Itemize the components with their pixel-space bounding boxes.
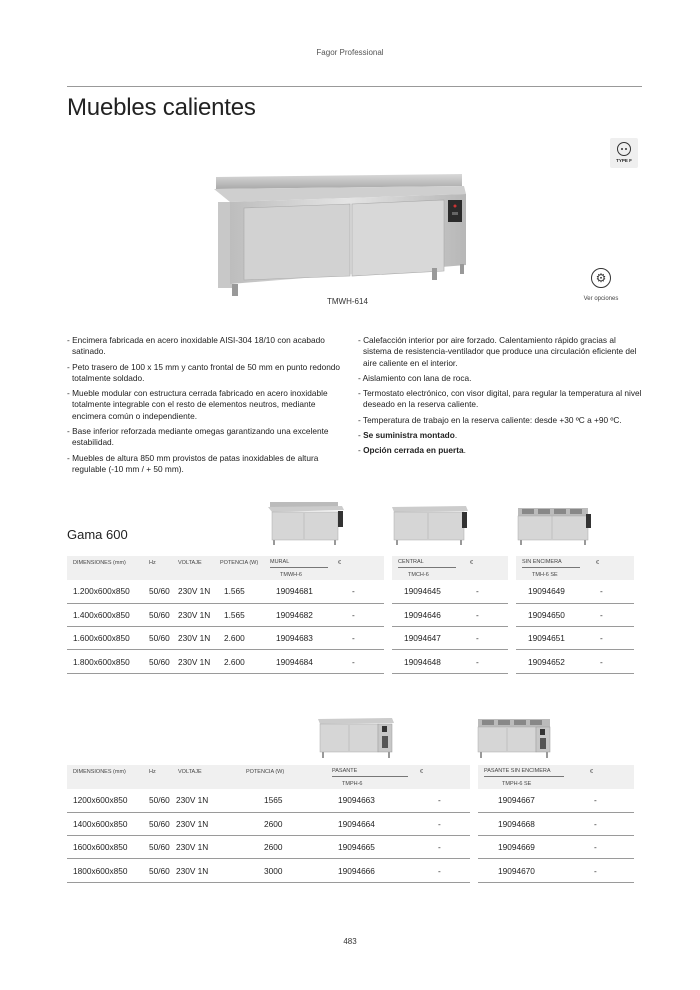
model-pasante-sin-encimera: TMPH-6 SE [478,779,584,789]
hero-cabinet-image [210,172,470,300]
spec-table-pasante [67,765,634,883]
col-pot: POTENCIA (W) [214,556,264,570]
feature-item: - Peto trasero de 100 x 15 mm y canto frontal de 50 mm en punto redondo totalmente soldado. [67,361,341,383]
model-central: TMCH-6 [392,570,464,580]
plug-icon [617,142,631,156]
thumb-central [390,504,470,546]
features-right-list [358,335,642,461]
features-left-list [67,335,349,479]
table-row: 1400x600x850 50/60 230V 1N 2600 19094664 - 19094668 - [67,812,634,835]
page-title: Muebles calientes [67,94,256,121]
feature-item: - Calefacción interior por aire forzado. Calentamiento rápido gracias al sistema de resistencia-ventilador que produce una circulación eficiente del aire caliente en el interior. [358,335,637,368]
type-badge [610,138,638,168]
col-group-central: CENTRAL [392,556,464,570]
col-hz: Hz [143,765,172,779]
feature-item: - Encimera fabricada en acero inoxidable AISI-304 18/10 con acabado satinado. [67,335,325,357]
thumb-mural [266,500,346,546]
col-euro: € [414,765,470,779]
thumb-pasante [316,716,396,760]
model-pasante: TMPH-6 [326,779,414,789]
table-row: 1800x600x850 50/60 230V 1N 3000 19094666 - 19094670 - [67,859,634,882]
table-row: 1200x600x850 50/60 230V 1N 1565 19094663 - 19094667 - [67,789,634,812]
col-euro: € [332,556,384,570]
feature-item: - Base inferior reforzada mediante omegas garantizando una excelente estabilidad. [67,426,329,448]
gear-icon[interactable]: ⚙ [591,268,611,288]
table-row: 1.600x600x850 50/60 230V 1N 2.600 19094683 - 19094647 - 19094651 - [67,627,634,650]
feature-item: - Aislamiento con lana de roca. [358,372,472,383]
col-group-pasante: PASANTE [326,765,414,779]
col-euro: € [590,556,634,570]
col-group-sin-encimera: SIN ENCIMERA [516,556,590,570]
model-sin-encimera: TMH-6 SE [516,570,590,580]
feature-item-bold: - Se suministra montado. [358,430,458,441]
col-group-mural: MURAL [264,556,332,570]
hero-caption: TMWH-614 [327,297,368,306]
col-pot: POTENCIA (W) [240,765,326,779]
col-dim: DIMENSIONES (mm) [67,556,143,570]
table-row: 1.400x600x850 50/60 230V 1N 1.565 19094682 - 19094646 - 19094650 - [67,603,634,626]
table-row: 1.800x600x850 50/60 230V 1N 2.600 19094684 - 19094648 - 19094652 - [67,650,634,673]
brand-header: Fagor Professional [316,48,384,57]
col-hz: Hz [143,556,172,570]
model-mural: TMWH-6 [264,570,332,580]
col-volt: VOLTAJE [172,765,240,779]
thumb-pasante-sin-encimera [474,716,554,760]
options-label[interactable]: Ver opciones [583,296,619,302]
feature-item: - Temperatura de trabajo en la reserva caliente: desde +30 ºC a +90 ºC. [358,414,622,425]
header-rule [67,86,642,87]
table-row: 1.200x600x850 50/60 230V 1N 1.565 19094681 - 19094645 - 19094649 - [67,580,634,603]
section-title: Gama 600 [67,527,128,542]
spec-table-gama600 [67,556,634,674]
table-row: 1600x600x850 50/60 230V 1N 2600 19094665 - 19094669 - [67,836,634,859]
page-number: 483 [343,937,357,946]
col-dim: DIMENSIONES (mm) [67,765,143,779]
feature-item: - Mueble modular con estructura cerrada fabricado en acero inoxidable totalmente integrable con el resto de elementos neutros, mediante encimera común o independiente. [67,388,328,421]
col-volt: VOLTAJE [172,556,214,570]
options-link[interactable] [578,268,624,302]
feature-item-bold: - Opción cerrada en puerta. [358,445,466,456]
col-euro: € [584,765,634,779]
thumb-sin-encimera [514,504,594,546]
type-badge-label: TYPE F [616,158,632,163]
feature-item: - Muebles de altura 850 mm provistos de patas inoxidables de altura regulable (-10 mm / + 50 mm). [67,452,319,474]
col-euro: € [464,556,508,570]
col-group-pasante-sin-encimera: PASANTE SIN ENCIMERA [478,765,584,779]
feature-item: - Termostato electrónico, con visor digital, para regular la temperatura al nivel deseado en la reserva caliente. [358,388,642,410]
